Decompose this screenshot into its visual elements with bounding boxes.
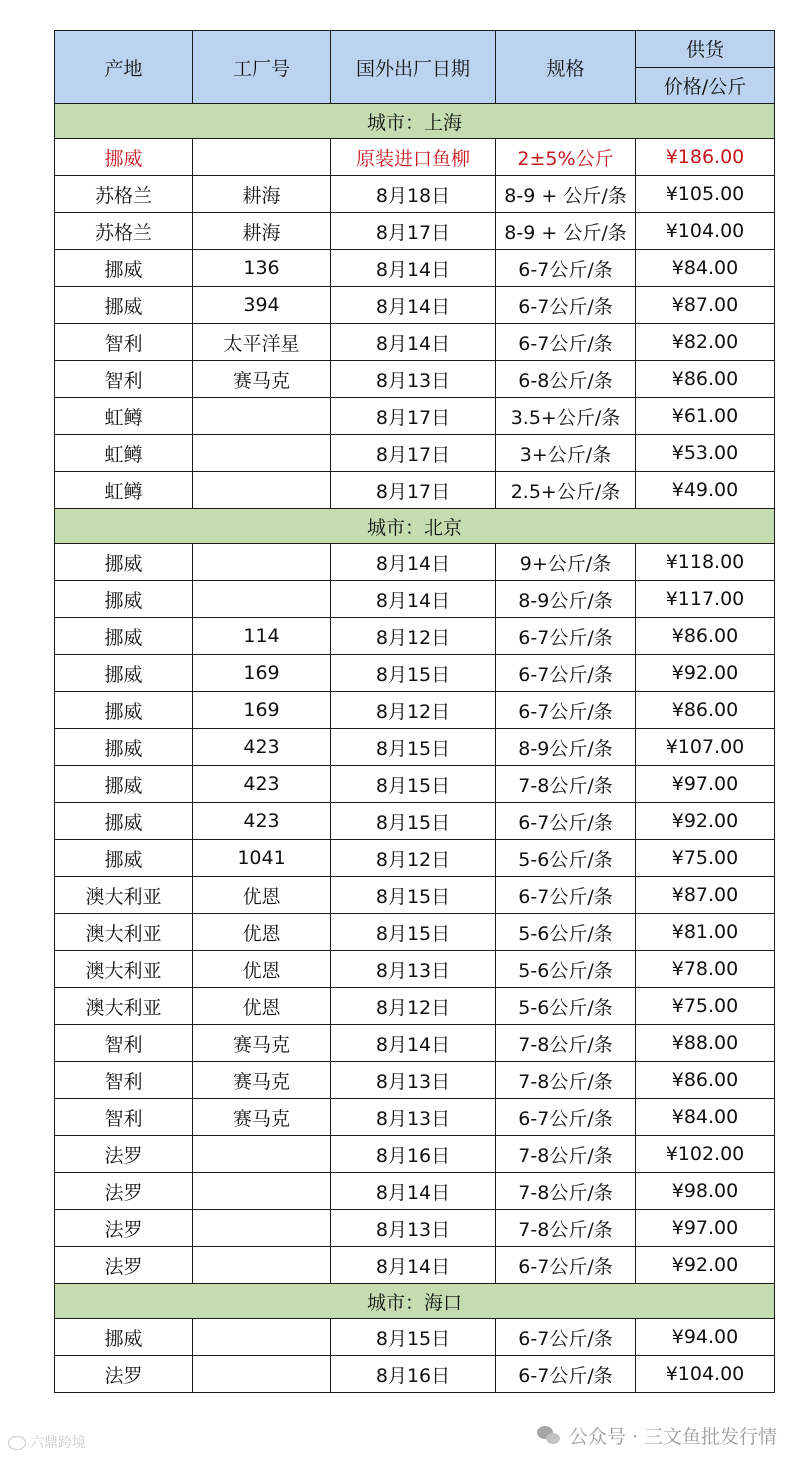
cell-origin: 挪威 <box>55 655 193 692</box>
cell-price: ¥88.00 <box>636 1025 775 1062</box>
cell-price: ¥87.00 <box>636 287 775 324</box>
cell-price: ¥92.00 <box>636 803 775 840</box>
cell-date: 8月12日 <box>331 840 496 877</box>
cell-date: 8月17日 <box>331 435 496 472</box>
cell-date: 8月14日 <box>331 1173 496 1210</box>
cell-spec: 8-9 + 公斤/条 <box>496 176 636 213</box>
cell-spec: 6-7公斤/条 <box>496 803 636 840</box>
cell-origin: 挪威 <box>55 840 193 877</box>
table-body <box>55 104 775 1393</box>
cell-origin: 挪威 <box>55 803 193 840</box>
cell-factory: 赛马克 <box>193 1062 331 1099</box>
city-label: 城市：北京 <box>55 509 775 544</box>
table-header <box>55 31 775 104</box>
table-row <box>55 877 775 914</box>
cell-origin: 澳大利亚 <box>55 914 193 951</box>
table-row <box>55 544 775 581</box>
cell-spec: 6-7公斤/条 <box>496 618 636 655</box>
cell-spec: 8-9 + 公斤/条 <box>496 213 636 250</box>
cell-price: ¥92.00 <box>636 1247 775 1284</box>
cell-price: ¥94.00 <box>636 1319 775 1356</box>
city-row <box>55 104 775 139</box>
header-origin: 产地 <box>55 31 193 104</box>
header-factory: 工厂号 <box>193 31 331 104</box>
cell-factory: 赛马克 <box>193 1025 331 1062</box>
cell-price: ¥98.00 <box>636 1173 775 1210</box>
table-row <box>55 361 775 398</box>
cell-price: ¥102.00 <box>636 1136 775 1173</box>
cell-price: ¥107.00 <box>636 729 775 766</box>
cell-spec: 7-8公斤/条 <box>496 1173 636 1210</box>
cell-spec: 7-8公斤/条 <box>496 766 636 803</box>
cell-price: ¥97.00 <box>636 1210 775 1247</box>
table-row <box>55 1099 775 1136</box>
cell-origin: 苏格兰 <box>55 213 193 250</box>
cell-spec: 5-6公斤/条 <box>496 951 636 988</box>
cell-factory: 169 <box>193 692 331 729</box>
table-row <box>55 176 775 213</box>
cell-origin: 虹鳟 <box>55 435 193 472</box>
right-watermark-text: 公众号 · 三文鱼批发行情 <box>568 1426 777 1448</box>
cell-origin: 法罗 <box>55 1356 193 1393</box>
cell-price: ¥186.00 <box>636 139 775 176</box>
cell-date: 8月15日 <box>331 1319 496 1356</box>
cell-date: 8月17日 <box>331 398 496 435</box>
right-watermark <box>537 1422 777 1449</box>
footer <box>0 1420 803 1459</box>
header-spec: 规格 <box>496 31 636 104</box>
table-row <box>55 250 775 287</box>
cell-factory: 136 <box>193 250 331 287</box>
cell-date: 8月13日 <box>331 361 496 398</box>
cell-origin: 智利 <box>55 1025 193 1062</box>
cell-factory: 114 <box>193 618 331 655</box>
cell-date: 8月13日 <box>331 951 496 988</box>
cell-origin: 智利 <box>55 1062 193 1099</box>
cell-factory: 优恩 <box>193 951 331 988</box>
cell-spec: 6-7公斤/条 <box>496 250 636 287</box>
table-row <box>55 398 775 435</box>
cell-origin: 法罗 <box>55 1247 193 1284</box>
cell-origin: 澳大利亚 <box>55 988 193 1025</box>
city-row <box>55 509 775 544</box>
cell-factory: 太平洋星 <box>193 324 331 361</box>
city-label: 城市：海口 <box>55 1284 775 1319</box>
cell-price: ¥86.00 <box>636 618 775 655</box>
cell-date: 8月15日 <box>331 729 496 766</box>
cell-spec: 6-7公斤/条 <box>496 1356 636 1393</box>
cell-price: ¥84.00 <box>636 250 775 287</box>
cell-price: ¥53.00 <box>636 435 775 472</box>
cell-origin: 法罗 <box>55 1173 193 1210</box>
left-watermark-text: 六鼎跨境 <box>30 1435 86 1451</box>
cell-date: 8月12日 <box>331 988 496 1025</box>
table-row <box>55 1210 775 1247</box>
cell-origin: 法罗 <box>55 1210 193 1247</box>
cell-price: ¥86.00 <box>636 361 775 398</box>
table-row <box>55 951 775 988</box>
cell-factory: 423 <box>193 729 331 766</box>
cell-date: 8月15日 <box>331 877 496 914</box>
cell-spec: 6-7公斤/条 <box>496 1319 636 1356</box>
table-row <box>55 1247 775 1284</box>
cell-origin: 挪威 <box>55 581 193 618</box>
cell-factory: 耕海 <box>193 213 331 250</box>
cell-factory: 423 <box>193 766 331 803</box>
cell-spec: 3.5+公斤/条 <box>496 398 636 435</box>
cell-factory <box>193 1247 331 1284</box>
cell-factory: 1041 <box>193 840 331 877</box>
cell-factory: 赛马克 <box>193 1099 331 1136</box>
cell-factory: 169 <box>193 655 331 692</box>
cell-date: 8月15日 <box>331 914 496 951</box>
cell-date: 8月14日 <box>331 287 496 324</box>
cell-factory <box>193 1210 331 1247</box>
cell-date: 8月17日 <box>331 213 496 250</box>
cell-factory <box>193 1319 331 1356</box>
cell-spec: 6-8公斤/条 <box>496 361 636 398</box>
cell-spec: 6-7公斤/条 <box>496 692 636 729</box>
cell-factory: 优恩 <box>193 914 331 951</box>
cell-price: ¥104.00 <box>636 1356 775 1393</box>
cell-factory: 423 <box>193 803 331 840</box>
cell-price: ¥75.00 <box>636 840 775 877</box>
table-row <box>55 213 775 250</box>
cell-price: ¥104.00 <box>636 213 775 250</box>
cell-price: ¥86.00 <box>636 692 775 729</box>
table-row <box>55 914 775 951</box>
cell-date: 8月14日 <box>331 544 496 581</box>
cell-spec: 6-7公斤/条 <box>496 287 636 324</box>
table-row <box>55 324 775 361</box>
cell-factory <box>193 435 331 472</box>
table-row <box>55 1062 775 1099</box>
cell-date: 8月14日 <box>331 1247 496 1284</box>
cell-spec: 6-7公斤/条 <box>496 1247 636 1284</box>
cell-origin: 挪威 <box>55 618 193 655</box>
cell-spec: 7-8公斤/条 <box>496 1136 636 1173</box>
city-label: 城市：上海 <box>55 104 775 139</box>
cell-date: 8月14日 <box>331 581 496 618</box>
table-row <box>55 803 775 840</box>
cell-origin: 法罗 <box>55 1136 193 1173</box>
cell-price: ¥82.00 <box>636 324 775 361</box>
table-row <box>55 435 775 472</box>
cell-date: 8月13日 <box>331 1062 496 1099</box>
table-row <box>55 1173 775 1210</box>
cell-factory <box>193 472 331 509</box>
cell-spec: 5-6公斤/条 <box>496 914 636 951</box>
cell-origin: 智利 <box>55 361 193 398</box>
left-watermark <box>8 1432 86 1452</box>
cell-origin: 挪威 <box>55 1319 193 1356</box>
table-row <box>55 729 775 766</box>
price-table <box>54 30 775 1393</box>
cell-spec: 2±5%公斤 <box>496 139 636 176</box>
cell-price: ¥78.00 <box>636 951 775 988</box>
cell-spec: 9+公斤/条 <box>496 544 636 581</box>
cell-factory <box>193 1356 331 1393</box>
cell-price: ¥97.00 <box>636 766 775 803</box>
cell-origin: 挪威 <box>55 766 193 803</box>
table-row <box>55 655 775 692</box>
cell-price: ¥81.00 <box>636 914 775 951</box>
cell-origin: 虹鳟 <box>55 398 193 435</box>
wechat-icon <box>537 1426 561 1446</box>
cell-price: ¥118.00 <box>636 544 775 581</box>
cell-origin: 虹鳟 <box>55 472 193 509</box>
header-price-unit: 价格/公斤 <box>636 67 775 104</box>
cell-date: 8月18日 <box>331 176 496 213</box>
cell-date: 8月14日 <box>331 324 496 361</box>
cell-price: ¥61.00 <box>636 398 775 435</box>
cell-origin: 澳大利亚 <box>55 951 193 988</box>
cell-spec: 6-7公斤/条 <box>496 877 636 914</box>
cell-origin: 挪威 <box>55 139 193 176</box>
cell-spec: 7-8公斤/条 <box>496 1025 636 1062</box>
city-row <box>55 1284 775 1319</box>
cell-factory <box>193 1136 331 1173</box>
table-row <box>55 1025 775 1062</box>
cell-origin: 智利 <box>55 1099 193 1136</box>
cell-date: 8月13日 <box>331 1099 496 1136</box>
table-row <box>55 692 775 729</box>
logo-icon <box>8 1436 26 1450</box>
cell-origin: 挪威 <box>55 287 193 324</box>
header-date: 国外出厂日期 <box>331 31 496 104</box>
cell-origin: 挪威 <box>55 692 193 729</box>
cell-factory: 394 <box>193 287 331 324</box>
cell-spec: 8-9公斤/条 <box>496 729 636 766</box>
cell-factory <box>193 581 331 618</box>
cell-origin: 挪威 <box>55 250 193 287</box>
cell-factory <box>193 139 331 176</box>
cell-price: ¥92.00 <box>636 655 775 692</box>
table-row <box>55 840 775 877</box>
table-row <box>55 766 775 803</box>
cell-spec: 2.5+公斤/条 <box>496 472 636 509</box>
table-row <box>55 1319 775 1356</box>
cell-origin: 苏格兰 <box>55 176 193 213</box>
cell-origin: 澳大利亚 <box>55 877 193 914</box>
cell-price: ¥49.00 <box>636 472 775 509</box>
table-row <box>55 988 775 1025</box>
cell-date: 8月14日 <box>331 1025 496 1062</box>
cell-factory: 赛马克 <box>193 361 331 398</box>
cell-factory <box>193 398 331 435</box>
cell-spec: 5-6公斤/条 <box>496 988 636 1025</box>
cell-date: 8月15日 <box>331 655 496 692</box>
cell-price: ¥105.00 <box>636 176 775 213</box>
cell-date: 8月13日 <box>331 1210 496 1247</box>
cell-date: 原装进口鱼柳 <box>331 139 496 176</box>
cell-date: 8月12日 <box>331 692 496 729</box>
cell-price: ¥117.00 <box>636 581 775 618</box>
cell-spec: 7-8公斤/条 <box>496 1062 636 1099</box>
cell-price: ¥87.00 <box>636 877 775 914</box>
cell-date: 8月16日 <box>331 1136 496 1173</box>
table-row <box>55 287 775 324</box>
table-row <box>55 618 775 655</box>
table-row <box>55 1136 775 1173</box>
cell-date: 8月12日 <box>331 618 496 655</box>
cell-factory: 耕海 <box>193 176 331 213</box>
cell-origin: 智利 <box>55 324 193 361</box>
cell-date: 8月15日 <box>331 803 496 840</box>
cell-factory <box>193 544 331 581</box>
cell-spec: 8-9公斤/条 <box>496 581 636 618</box>
cell-spec: 3+公斤/条 <box>496 435 636 472</box>
cell-factory: 优恩 <box>193 988 331 1025</box>
cell-date: 8月15日 <box>331 766 496 803</box>
cell-date: 8月17日 <box>331 472 496 509</box>
table-row <box>55 581 775 618</box>
cell-spec: 6-7公斤/条 <box>496 1099 636 1136</box>
cell-price: ¥75.00 <box>636 988 775 1025</box>
cell-origin: 挪威 <box>55 544 193 581</box>
table-row <box>55 1356 775 1393</box>
cell-date: 8月16日 <box>331 1356 496 1393</box>
cell-origin: 挪威 <box>55 729 193 766</box>
cell-factory <box>193 1173 331 1210</box>
cell-spec: 7-8公斤/条 <box>496 1210 636 1247</box>
cell-price: ¥86.00 <box>636 1062 775 1099</box>
cell-price: ¥84.00 <box>636 1099 775 1136</box>
cell-factory: 优恩 <box>193 877 331 914</box>
cell-spec: 5-6公斤/条 <box>496 840 636 877</box>
cell-date: 8月14日 <box>331 250 496 287</box>
table-row <box>55 139 775 176</box>
table-row <box>55 472 775 509</box>
cell-spec: 6-7公斤/条 <box>496 324 636 361</box>
cell-spec: 6-7公斤/条 <box>496 655 636 692</box>
header-supply: 供货 <box>636 31 775 68</box>
